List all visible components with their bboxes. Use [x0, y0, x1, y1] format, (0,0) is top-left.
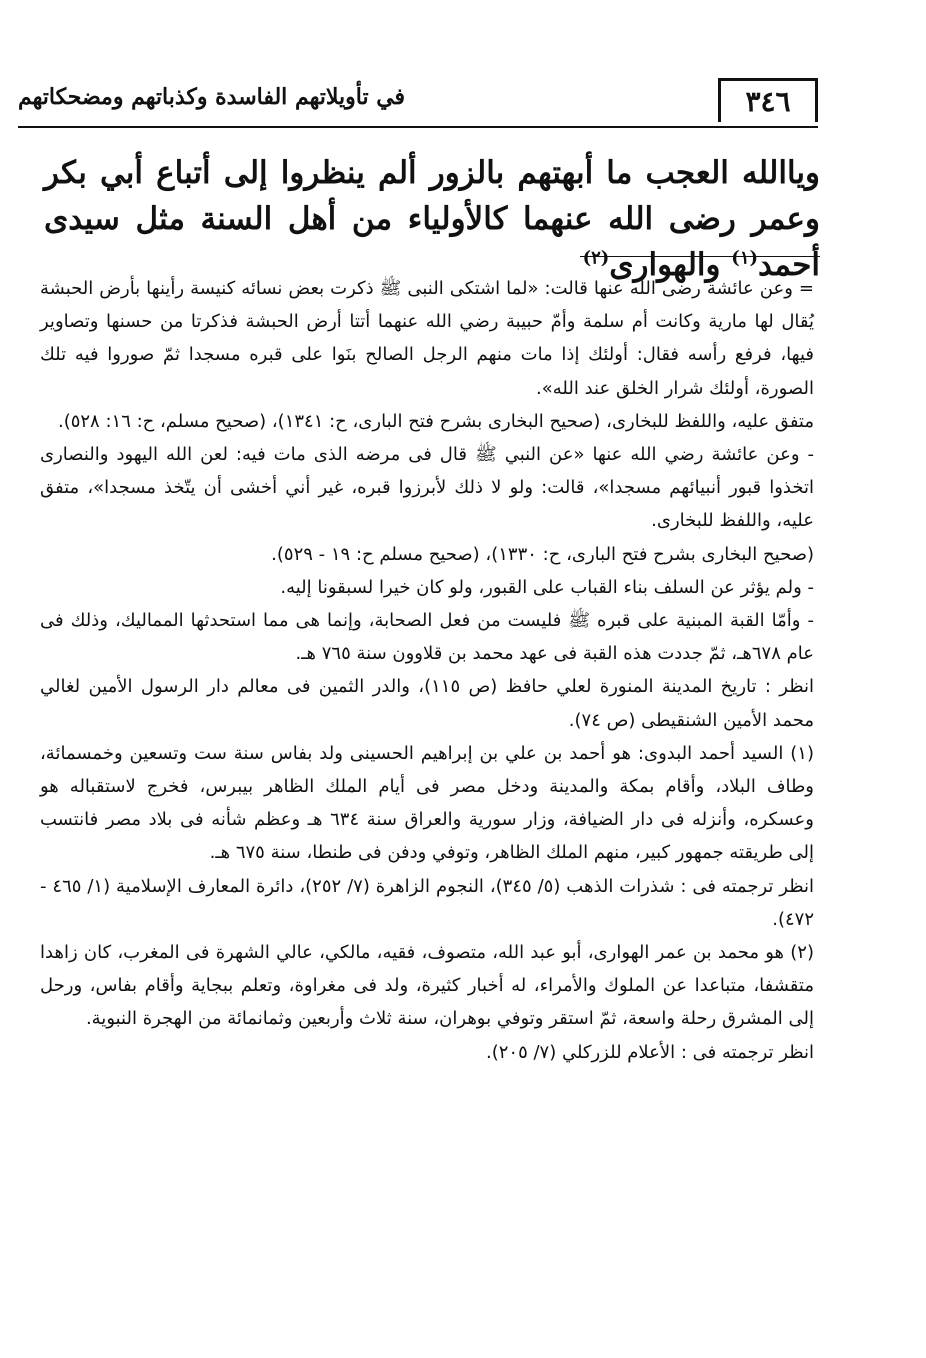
footnotes — [40, 272, 814, 1069]
footnote-2-reference: انظر ترجمته فى : الأعلام للزركلي (٧/ ٢٠٥). — [485, 1041, 814, 1063]
main-text — [44, 150, 820, 288]
running-title: في تأويلاتهم الفاسدة وكذباتهم ومضحكاتهم — [18, 84, 406, 110]
footnote-ref-1: (١) — [731, 247, 759, 269]
footnote-ref-2: (٢) — [582, 247, 610, 269]
footnote-note-salaf: - ولم يؤثر عن السلف بناء القباب على القبور، ولو كان خيرا لسبقونا إليه. — [280, 576, 814, 598]
page-number: ٣٤٦ — [718, 78, 818, 122]
footnote-continued-hadith-1: = وعن عائشة رضى الله عنها قالت: «لما اشتكى النبى ﷺ ذكرت بعض نسائه كنيسة رأينها بأرض الحبشة يُقال لها مارية وكانت أم سلمة وأمّ حبيبة رضي الله عنهما أتتا أرض الحبشة فذكرتا من حسنها وتصاوير فيها، فرفع رأسه فقال: أولئك إذا مات منهم الرجل الصالح بنَوا على قبره مسجدا ثمّ صوروا فيه تلك الصورة، أولئك شرار الخلق عند الله». — [40, 278, 814, 399]
footnote-divider — [580, 256, 820, 257]
footnote-continued-hadith-2: - وعن عائشة رضي الله عنها «عن النبي ﷺ قال فى مرضه الذى مات فيه: لعن الله اليهود والنصارى اتخذوا قبور أنبيائهم مسجدا»، قالت: ولو لا ذلك لأبرزوا قبره، غير أني أخشى أن يتّخذ مسجدا»، متفق عليه، واللفظ للبخارى. — [40, 444, 814, 532]
footnote-1: (١) السيد أحمد البدوى: هو أحمد بن علي بن إبراهيم الحسينى ولد بفاس سنة ست وتسعين وخمسمائة، وطاف البلاد، وأقام بمكة والمدينة ودخل مصر فى أيام الملك الظاهر بيبرس، فخرج لاستقباله هو وعسكره، وأنزله فى دار الضيافة، وزار سورية والعراق سنة ٦٣٤ هـ وعظم شأنه فى بلاد مصر فانتسب إلى طريقته جمهور كبير، منهم الملك الظاهر، وتوفي ودفن فى طنطا، سنة ٦٧٥ هـ. — [40, 742, 814, 864]
page-header — [18, 78, 818, 128]
footnote-citation-3: انظر : تاريخ المدينة المنورة لعلي حافظ (ص ١١٥)، والدر الثمين فى معالم دار الرسول الأمين لغالي محمد الأمين الشنقيطى (ص ٧٤). — [40, 676, 814, 731]
main-text-body: وياالله العجب ما أبهتهم بالزور ألم ينظروا إلى أتباع أبي بكر وعمر رضى الله عنهما كالأولياء من أهل السنة مثل سيدى أحمد — [44, 155, 820, 283]
main-text-body-2: والهوارى — [609, 247, 732, 283]
footnote-note-dome: - وأمّا القبة المبنية على قبره ﷺ فليست من فعل الصحابة، وإنما هى مما استحدثها المماليك، وذلك فى عام ٦٧٨هـ، ثمّ جددت هذه القبة فى عهد محمد بن قلاوون سنة ٧٦٥ هـ. — [40, 610, 814, 665]
footnote-citation-1: متفق عليه، واللفظ للبخارى، (صحيح البخارى بشرح فتح البارى، ح: ١٣٤١)، (صحيح مسلم، ح: ١٦: ٥٢٨). — [57, 410, 814, 432]
footnote-citation-2: (صحيح البخارى بشرح فتح البارى، ح: ١٣٣٠)، (صحيح مسلم ح: ١٩ - ٥٢٩). — [271, 543, 814, 565]
footnote-1-reference: انظر ترجمته فى : شذرات الذهب (٥/ ٣٤٥)، النجوم الزاهرة (٧/ ٢٥٢)، دائرة المعارف الإسلامية (١/ ٤٦٥ - ٤٧٢). — [40, 875, 815, 930]
footnote-2: (٢) هو محمد بن عمر الهوارى، أبو عبد الله، متصوف، فقيه، مالكي، عالي الشهرة فى المغرب، كان زاهدا متقشفا، متباعدا عن الملوك والأمراء، له أخبار كثيرة، ولد فى مغراوة، وتعلم ببجاية وأقام بفاس، ورحل إلى المشرق رحلة واسعة، ثمّ استقر وتوفي بوهران، سنة ثلاث وأربعين وثمانمائة من الهجرة النبوية. — [40, 942, 814, 1030]
